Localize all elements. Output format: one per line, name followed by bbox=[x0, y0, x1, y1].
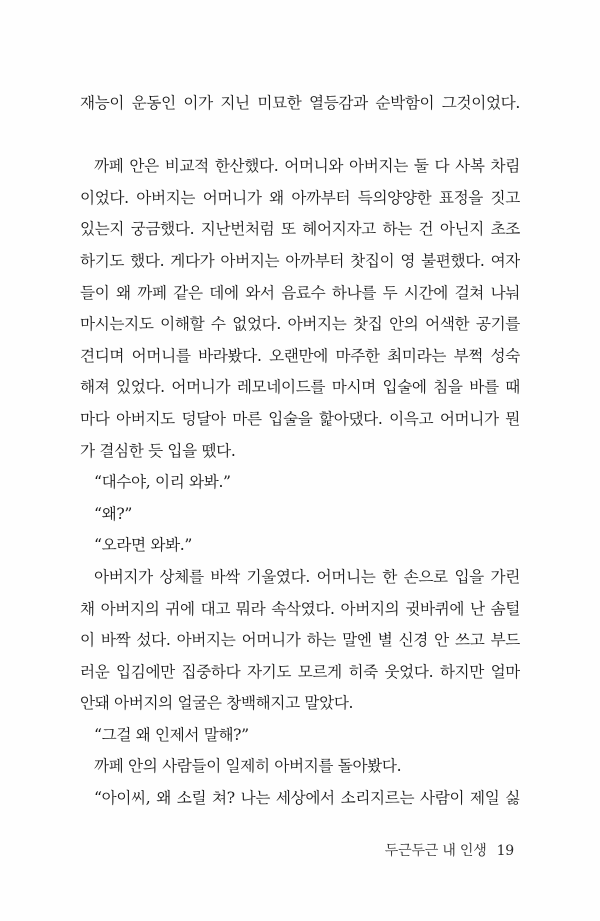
text-line: 가 결심한 듯 입을 뗐다. bbox=[80, 441, 236, 460]
text-line: 견디며 어머니를 바라봤다. 오랜만에 마주한 최미라는 부쩍 성숙 bbox=[80, 346, 520, 365]
text-line: 러운 입김에만 집중하다 자기도 모르게 히죽 웃었다. 하지만 얼마 bbox=[80, 662, 520, 681]
text-line: 안돼 아버지의 얼굴은 창백해지고 말았다. bbox=[80, 694, 354, 713]
page-number: 19 bbox=[496, 843, 514, 859]
text-line: 이 바짝 섰다. 아버지는 어머니가 하는 말엔 별 신경 안 쓰고 부드 bbox=[80, 631, 520, 650]
dialogue-line: “오라면 와봐.” bbox=[94, 536, 193, 555]
text-line: 마시는지도 이해할 수 없었다. 아버지는 찻집 안의 어색한 공기를 bbox=[80, 315, 520, 334]
text-line: 하기도 했다. 게다가 아버지는 아까부터 찻집이 영 불편했다. 여자 bbox=[80, 251, 520, 270]
text-line: 재능이 운동인 이가 지닌 미묘한 열등감과 순박함이 그것이었다. bbox=[80, 94, 520, 112]
text-line: 들이 왜 까페 같은 데에 와서 음료수 하나를 두 시간에 걸쳐 나눠 bbox=[80, 283, 520, 302]
dialogue-line: “왜?” bbox=[94, 504, 132, 523]
page-footer bbox=[385, 840, 514, 860]
text-line: 해져 있었다. 어머니가 레모네이드를 마시며 입술에 침을 바를 때 bbox=[80, 378, 520, 397]
text-line: 채 아버지의 귀에 대고 뭐라 속삭였다. 아버지의 귓바퀴에 난 솜털 bbox=[80, 599, 520, 618]
dialogue-line: “그걸 왜 인제서 말해?” bbox=[94, 725, 249, 744]
dialogue-line: “아이씨, 왜 소릴 쳐? 나는 세상에서 소리지르는 사람이 제일 싫 bbox=[94, 789, 520, 808]
text-line: 마다 아버지도 덩달아 마른 입술을 핥아댔다. 이윽고 어머니가 뭔 bbox=[80, 409, 520, 428]
running-title: 두근두근 내 인생 bbox=[384, 843, 487, 859]
dialogue-line: “대수야, 이리 와봐.” bbox=[94, 473, 231, 492]
body-text bbox=[80, 88, 520, 815]
text-line: 있는지 궁금했다. 지난번처럼 또 헤어지자고 하는 건 아닌지 초조 bbox=[80, 220, 520, 239]
paragraph-gap bbox=[80, 120, 520, 152]
text-line: 아버지가 상체를 바싹 기울였다. 어머니는 한 손으로 입을 가린 bbox=[94, 567, 520, 586]
text-line: 까페 안은 비교적 한산했다. 어머니와 아버지는 둘 다 사복 차림 bbox=[94, 157, 520, 176]
text-line: 이었다. 아버지는 어머니가 왜 아까부터 득의양양한 표정을 짓고 bbox=[80, 188, 520, 207]
text-line: 까페 안의 사람들이 일제히 아버지를 돌아봤다. bbox=[94, 757, 402, 776]
